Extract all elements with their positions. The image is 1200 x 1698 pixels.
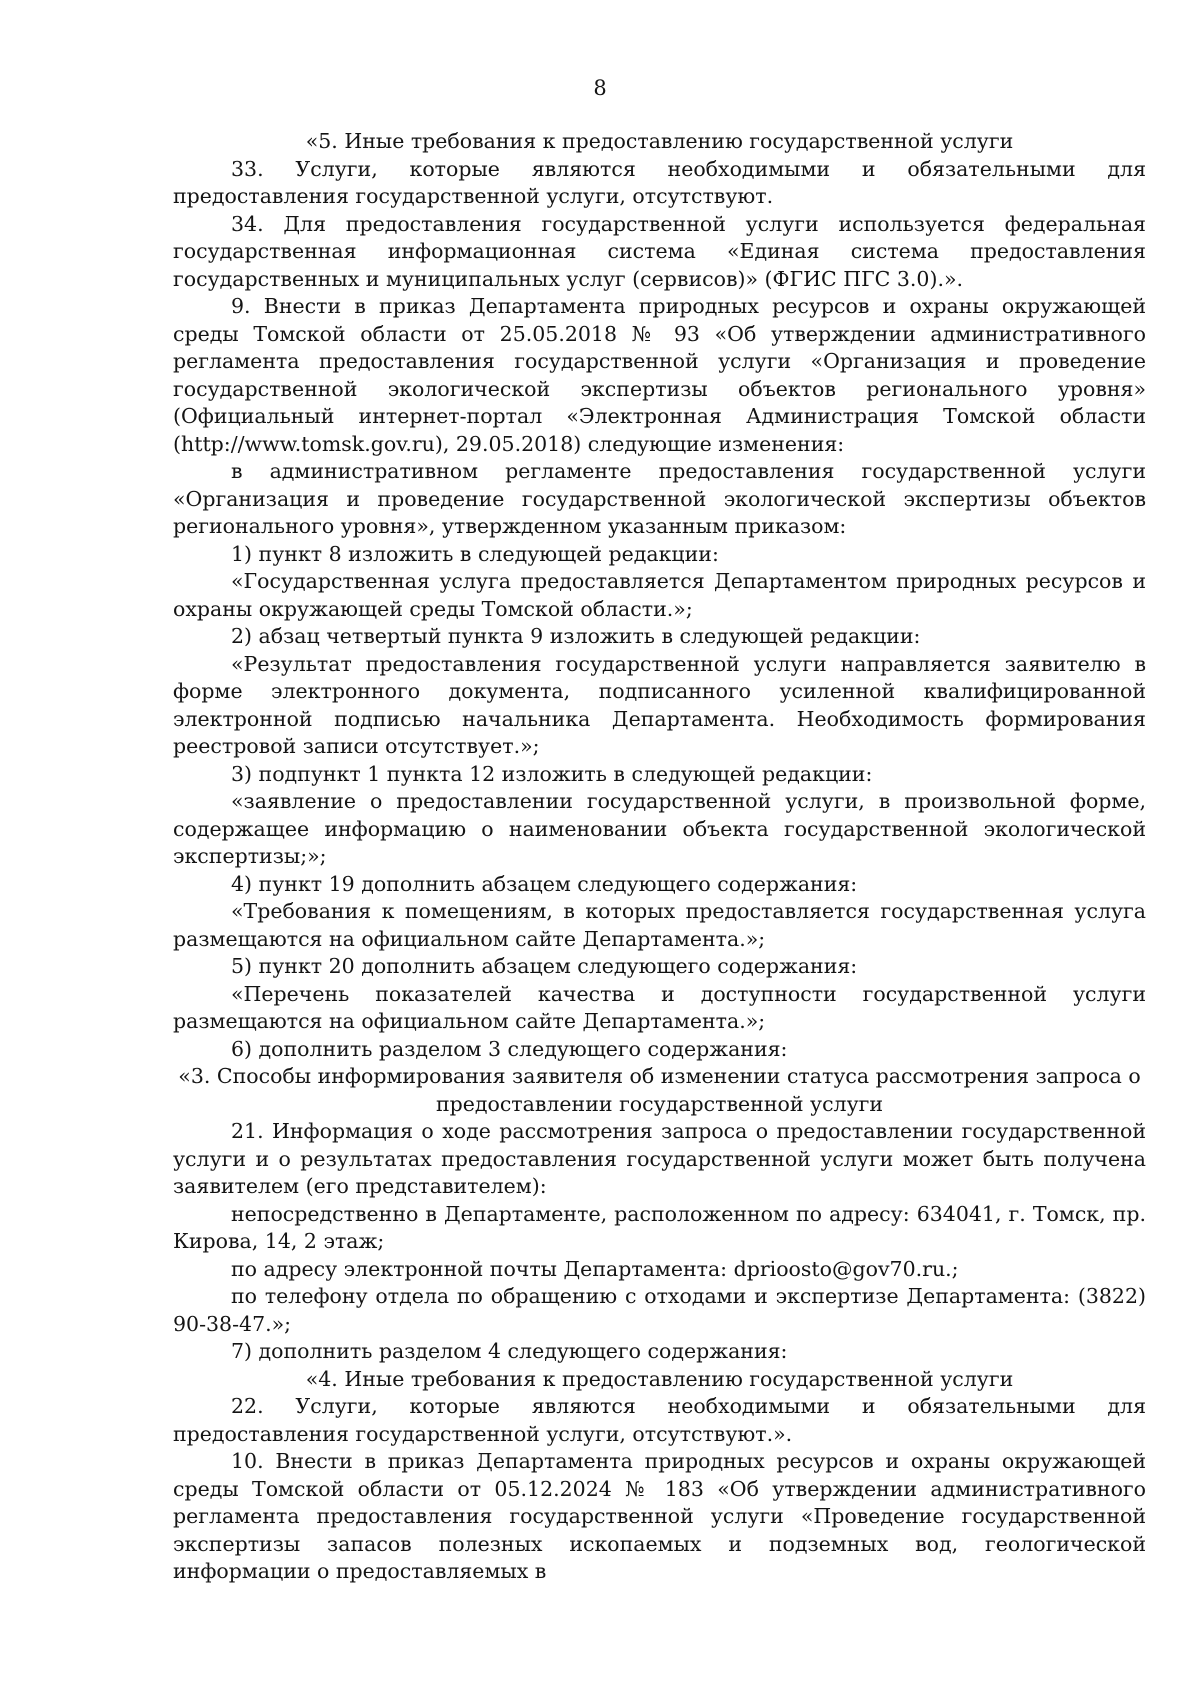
paragraph: 3) подпункт 1 пункта 12 изложить в следующей редакции:: [231, 761, 873, 786]
paragraph: 33. Услуги, которые являются необходимыми и обязательными для предоставления государственной услуги, отсутствуют.: [173, 156, 1146, 208]
paragraph: непосредственно в Департаменте, расположенном по адресу: 634041, г. Томск, пр. Кирова, 14, 2 этаж;: [173, 1201, 1146, 1253]
paragraph: в административном регламенте предоставления государственной услуги «Организация и проведение государственной экологической экспертизы объектов регионального уровня», утвержденном указанным приказом:: [173, 459, 1146, 538]
paragraph: 7) дополнить разделом 4 следующего содержания:: [231, 1339, 788, 1363]
paragraph: «заявление о предоставлении государственной услуги, в произвольной форме, содержащее информацию о наименовании объекта государственной экологической экспертизы;»;: [173, 789, 1146, 868]
paragraph: 34. Для предоставления государственной услуги используется федеральная государственная информационная система «Единая система предоставления государственных и муниципальных услуг (сервисов)» (ФГИС ПГС 3.0).».: [173, 211, 1146, 291]
section-4-heading: «4. Иные требования к предоставлению государственной услуги: [305, 1366, 1014, 1391]
paragraph: 9. Внести в приказ Департамента природных ресурсов и охраны окружающей среды Томской области от 25.05.2018 № 93 «Об утверждении административного регламента предоставления государственной услуги «Организация и проведение государственной экологической экспертизы объектов регионального уровня» (Официальный интернет-портал «Электронная Администрация Томской области (http://www.tomsk.gov.ru), 29.05.2018) следующие изменения:: [173, 294, 1146, 456]
paragraph: «Требования к помещениям, в которых предоставляется государственная услуга размещаются на официальном сайте Департамента.»;: [173, 899, 1146, 951]
paragraph: по адресу электронной почты Департамента: dprioosto@gov70.ru.;: [231, 1256, 959, 1281]
document-body: [173, 128, 1146, 1586]
section-5-heading: «5. Иные требования к предоставлению государственной услуги: [305, 129, 1014, 153]
paragraph: 5) пункт 20 дополнить абзацем следующего содержания:: [231, 954, 858, 978]
paragraph: «Государственная услуга предоставляется Департаментом природных ресурсов и охраны окружающей среды Томской области.»;: [173, 569, 1146, 621]
paragraph: 1) пункт 8 изложить в следующей редакции:: [231, 541, 719, 566]
paragraph: 6) дополнить разделом 3 следующего содержания:: [231, 1036, 788, 1061]
paragraph: 2) абзац четвертый пункта 9 изложить в следующей редакции:: [231, 624, 921, 648]
paragraph: 4) пункт 19 дополнить абзацем следующего содержания:: [231, 871, 858, 896]
paragraph: 21. Информация о ходе рассмотрения запроса о предоставлении государственной услуги и о результатах предоставления государственной услуги может быть получена заявителем (его представителем):: [173, 1119, 1146, 1198]
paragraph: «Перечень показателей качества и доступности государственной услуги размещаются на официальном сайте Департамента.»;: [173, 981, 1146, 1033]
paragraph: по телефону отдела по обращению с отходами и экспертизе Департамента: (3822) 90-38-47.»;: [173, 1284, 1146, 1336]
page-number: 8: [593, 76, 607, 100]
paragraph: «Результат предоставления государственной услуги направляется заявителю в форме электронного документа, подписанного усиленной квалифицированной электронной подписью начальника Департамента. Необходимость формирования реестровой записи отсутствует.»;: [173, 651, 1146, 758]
paragraph: 10. Внести в приказ Департамента природных ресурсов и охраны окружающей среды Томской области от 05.12.2024 № 183 «Об утверждении административного регламента предоставления государственной услуги «Проведение государственной экспертизы запасов полезных ископаемых и подземных вод, геологической информации о предоставляемых в: [173, 1449, 1146, 1583]
paragraph: 22. Услуги, которые являются необходимыми и обязательными для предоставления государственной услуги, отсутствуют.».: [173, 1394, 1146, 1446]
section-3-heading: «3. Способы информирования заявителя об изменении статуса рассмотрения запроса о предоставлении государственной услуги: [178, 1064, 1141, 1116]
